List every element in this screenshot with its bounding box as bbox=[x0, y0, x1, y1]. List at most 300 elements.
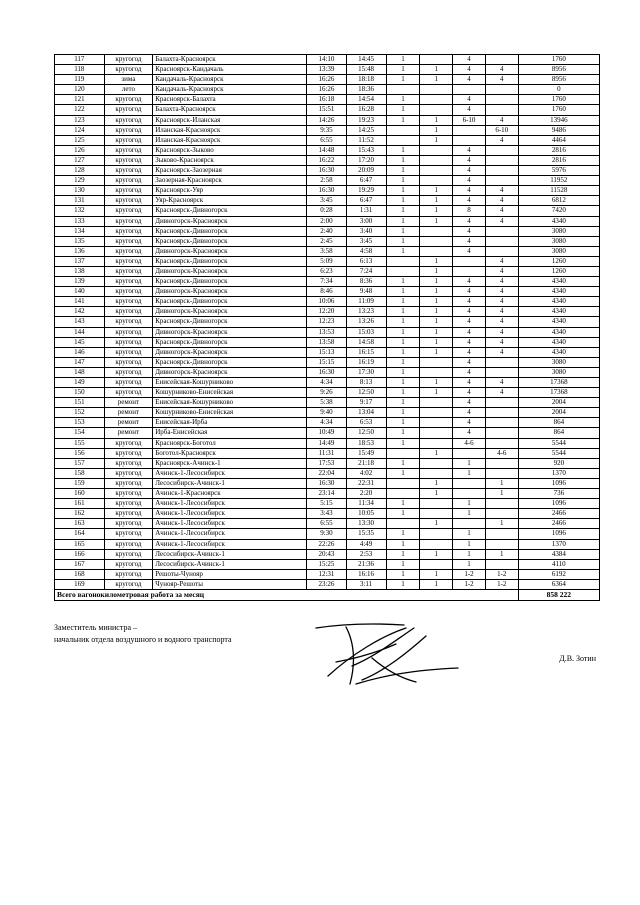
arrival-time-cell: 13:04 bbox=[346, 408, 386, 418]
count-a-cell bbox=[453, 266, 486, 276]
cars-b-cell: 1 bbox=[420, 549, 453, 559]
departure-time-cell: 7:34 bbox=[307, 277, 346, 287]
count-b-cell: 4 bbox=[485, 388, 518, 398]
handwritten-signature bbox=[312, 618, 462, 688]
arrival-time-cell: 16:16 bbox=[346, 569, 386, 579]
route-cell: Красноярск-Балахта bbox=[153, 95, 307, 105]
cars-b-cell: 1 bbox=[420, 337, 453, 347]
car-km-cell: 13946 bbox=[518, 115, 599, 125]
car-km-cell: 4340 bbox=[518, 337, 599, 347]
count-b-cell: 1-2 bbox=[485, 569, 518, 579]
departure-time-cell: 16:26 bbox=[307, 85, 346, 95]
count-a-cell: 4 bbox=[453, 388, 486, 398]
table-row bbox=[55, 549, 600, 559]
route-cell: Красноярск-Кандачаль bbox=[153, 65, 307, 75]
cars-a-cell: 1 bbox=[386, 539, 420, 549]
departure-time-cell: 11:31 bbox=[307, 448, 346, 458]
table-row bbox=[55, 155, 600, 165]
season-cell: кругогод bbox=[104, 559, 153, 569]
count-a-cell: 4 bbox=[453, 65, 486, 75]
cars-a-cell: 1 bbox=[386, 428, 420, 438]
departure-time-cell: 10:06 bbox=[307, 297, 346, 307]
table-row bbox=[55, 196, 600, 206]
table-row bbox=[55, 357, 600, 367]
route-cell: Дивногорск-Красноярск bbox=[153, 347, 307, 357]
count-b-cell: 4 bbox=[485, 186, 518, 196]
car-km-cell: 8956 bbox=[518, 65, 599, 75]
arrival-time-cell: 15:48 bbox=[346, 65, 386, 75]
route-cell: Ачинск-1-Лесосибирск bbox=[153, 468, 307, 478]
row-number-cell: 146 bbox=[55, 347, 105, 357]
season-cell: кругогод bbox=[104, 105, 153, 115]
row-number-cell: 125 bbox=[55, 135, 105, 145]
count-a-cell: 4 bbox=[453, 95, 486, 105]
count-a-cell bbox=[453, 256, 486, 266]
route-cell: Ачинск-1-Лесосибирск bbox=[153, 509, 307, 519]
cars-b-cell bbox=[420, 428, 453, 438]
count-a-cell: 4 bbox=[453, 105, 486, 115]
count-b-cell: 1 bbox=[485, 519, 518, 529]
row-number-cell: 149 bbox=[55, 378, 105, 388]
departure-time-cell: 15:15 bbox=[307, 357, 346, 367]
count-b-cell bbox=[485, 176, 518, 186]
arrival-time-cell: 3:11 bbox=[346, 579, 386, 589]
count-a-cell: 4 bbox=[453, 287, 486, 297]
count-a-cell bbox=[453, 85, 486, 95]
departure-time-cell: 6:55 bbox=[307, 135, 346, 145]
count-a-cell: 4-6 bbox=[453, 438, 486, 448]
arrival-time-cell: 21:36 bbox=[346, 559, 386, 569]
count-b-cell: 4 bbox=[485, 317, 518, 327]
row-number-cell: 140 bbox=[55, 287, 105, 297]
route-cell: Енисейская-Кошурниково bbox=[153, 398, 307, 408]
cars-a-cell bbox=[386, 448, 420, 458]
count-b-cell: 4 bbox=[485, 277, 518, 287]
count-a-cell: 4 bbox=[453, 347, 486, 357]
car-km-cell: 3080 bbox=[518, 357, 599, 367]
row-number-cell: 122 bbox=[55, 105, 105, 115]
row-number-cell: 142 bbox=[55, 307, 105, 317]
car-km-cell: 6812 bbox=[518, 196, 599, 206]
count-a-cell: 4 bbox=[453, 145, 486, 155]
departure-time-cell: 22:26 bbox=[307, 539, 346, 549]
cars-a-cell: 1 bbox=[386, 468, 420, 478]
route-cell: Красноярск-Дивногорск bbox=[153, 297, 307, 307]
arrival-time-cell: 13:30 bbox=[346, 519, 386, 529]
arrival-time-cell: 18:53 bbox=[346, 438, 386, 448]
season-cell: кругогод bbox=[104, 367, 153, 377]
row-number-cell: 163 bbox=[55, 519, 105, 529]
car-km-cell: 4340 bbox=[518, 216, 599, 226]
table-row bbox=[55, 115, 600, 125]
arrival-time-cell: 22:31 bbox=[346, 478, 386, 488]
route-cell: Балахта-Красноярск bbox=[153, 105, 307, 115]
season-cell: кругогод bbox=[104, 256, 153, 266]
count-a-cell: 1 bbox=[453, 458, 486, 468]
row-number-cell: 160 bbox=[55, 489, 105, 499]
cars-a-cell: 1 bbox=[386, 166, 420, 176]
car-km-cell: 5544 bbox=[518, 448, 599, 458]
route-cell: Ачинск-1-Лесосибирск bbox=[153, 529, 307, 539]
count-a-cell: 4 bbox=[453, 317, 486, 327]
departure-time-cell: 15:51 bbox=[307, 105, 346, 115]
table-row bbox=[55, 186, 600, 196]
cars-b-cell: 1 bbox=[420, 277, 453, 287]
count-a-cell: 1-2 bbox=[453, 569, 486, 579]
cars-a-cell bbox=[386, 266, 420, 276]
cars-a-cell: 1 bbox=[386, 226, 420, 236]
arrival-time-cell: 2:20 bbox=[346, 489, 386, 499]
cars-a-cell bbox=[386, 256, 420, 266]
route-cell: Боготол-Красноярск bbox=[153, 448, 307, 458]
season-cell: кругогод bbox=[104, 55, 153, 65]
car-km-cell: 736 bbox=[518, 489, 599, 499]
row-number-cell: 132 bbox=[55, 206, 105, 216]
count-b-cell: 1-2 bbox=[485, 579, 518, 589]
table-row bbox=[55, 226, 600, 236]
arrival-time-cell: 2:53 bbox=[346, 549, 386, 559]
cars-b-cell: 1 bbox=[420, 266, 453, 276]
arrival-time-cell: 18:18 bbox=[346, 75, 386, 85]
count-b-cell bbox=[485, 55, 518, 65]
cars-b-cell: 1 bbox=[420, 347, 453, 357]
count-b-cell: 4 bbox=[485, 256, 518, 266]
count-a-cell: 4 bbox=[453, 408, 486, 418]
row-number-cell: 118 bbox=[55, 65, 105, 75]
arrival-time-cell: 16:19 bbox=[346, 357, 386, 367]
route-cell: Лесосибирск-Ачинск-1 bbox=[153, 549, 307, 559]
arrival-time-cell: 7:24 bbox=[346, 266, 386, 276]
car-km-cell: 1260 bbox=[518, 256, 599, 266]
row-number-cell: 133 bbox=[55, 216, 105, 226]
season-cell: кругогод bbox=[104, 478, 153, 488]
count-b-cell: 4 bbox=[485, 115, 518, 125]
count-a-cell: 4 bbox=[453, 55, 486, 65]
row-number-cell: 154 bbox=[55, 428, 105, 438]
season-cell: кругогод bbox=[104, 186, 153, 196]
cars-b-cell: 1 bbox=[420, 388, 453, 398]
arrival-time-cell: 11:52 bbox=[346, 135, 386, 145]
count-b-cell bbox=[485, 246, 518, 256]
route-cell: Зыково-Красноярск bbox=[153, 155, 307, 165]
row-number-cell: 127 bbox=[55, 155, 105, 165]
departure-time-cell: 2:40 bbox=[307, 226, 346, 236]
cars-b-cell bbox=[420, 398, 453, 408]
cars-b-cell bbox=[420, 499, 453, 509]
season-cell: кругогод bbox=[104, 236, 153, 246]
count-a-cell: 4 bbox=[453, 236, 486, 246]
table-row bbox=[55, 499, 600, 509]
car-km-cell: 3080 bbox=[518, 226, 599, 236]
route-cell: Красноярск-Дивногорск bbox=[153, 256, 307, 266]
cars-b-cell bbox=[420, 155, 453, 165]
season-cell: кругогод bbox=[104, 115, 153, 125]
season-cell: зима bbox=[104, 75, 153, 85]
arrival-time-cell: 8:13 bbox=[346, 378, 386, 388]
count-b-cell bbox=[485, 428, 518, 438]
schedule-table bbox=[54, 54, 600, 601]
count-a-cell: 1 bbox=[453, 499, 486, 509]
table-row bbox=[55, 105, 600, 115]
row-number-cell: 143 bbox=[55, 317, 105, 327]
cars-b-cell bbox=[420, 367, 453, 377]
arrival-time-cell: 12:50 bbox=[346, 428, 386, 438]
season-cell: лето bbox=[104, 85, 153, 95]
cars-b-cell: 1 bbox=[420, 125, 453, 135]
cars-b-cell: 1 bbox=[420, 519, 453, 529]
count-b-cell bbox=[485, 398, 518, 408]
cars-a-cell: 1 bbox=[386, 277, 420, 287]
cars-b-cell: 1 bbox=[420, 489, 453, 499]
departure-time-cell: 6:55 bbox=[307, 519, 346, 529]
arrival-time-cell: 1:31 bbox=[346, 206, 386, 216]
cars-a-cell: 1 bbox=[386, 569, 420, 579]
route-cell: Балахта-Красноярск bbox=[153, 55, 307, 65]
cars-a-cell: 1 bbox=[386, 509, 420, 519]
table-row bbox=[55, 509, 600, 519]
route-cell: Ачинск-1-Лесосибирск bbox=[153, 539, 307, 549]
cars-a-cell: 1 bbox=[386, 186, 420, 196]
cars-b-cell bbox=[420, 529, 453, 539]
row-number-cell: 155 bbox=[55, 438, 105, 448]
route-cell: Красноярск-Заозерная bbox=[153, 166, 307, 176]
count-a-cell: 4 bbox=[453, 297, 486, 307]
departure-time-cell: 9:30 bbox=[307, 529, 346, 539]
count-a-cell bbox=[453, 519, 486, 529]
departure-time-cell: 5:38 bbox=[307, 398, 346, 408]
count-a-cell: 8 bbox=[453, 206, 486, 216]
season-cell: кругогод bbox=[104, 448, 153, 458]
table-row bbox=[55, 579, 600, 589]
car-km-cell: 0 bbox=[518, 85, 599, 95]
count-a-cell bbox=[453, 489, 486, 499]
count-a-cell: 4 bbox=[453, 186, 486, 196]
table-row bbox=[55, 378, 600, 388]
season-cell: кругогод bbox=[104, 277, 153, 287]
table-row bbox=[55, 529, 600, 539]
car-km-cell: 3080 bbox=[518, 367, 599, 377]
car-km-cell: 2004 bbox=[518, 398, 599, 408]
cars-a-cell: 1 bbox=[386, 246, 420, 256]
cars-a-cell: 1 bbox=[386, 176, 420, 186]
car-km-cell: 1260 bbox=[518, 266, 599, 276]
route-cell: Кошурниково-Енисейская bbox=[153, 408, 307, 418]
departure-time-cell: 12:20 bbox=[307, 307, 346, 317]
cars-b-cell: 1 bbox=[420, 135, 453, 145]
departure-time-cell: 16:30 bbox=[307, 166, 346, 176]
season-cell: ремонт bbox=[104, 408, 153, 418]
season-cell: кругогод bbox=[104, 95, 153, 105]
arrival-time-cell: 4:49 bbox=[346, 539, 386, 549]
count-b-cell bbox=[485, 236, 518, 246]
route-cell: Ачинск-1-Лесосибирск bbox=[153, 499, 307, 509]
season-cell: ремонт bbox=[104, 428, 153, 438]
table-row bbox=[55, 246, 600, 256]
car-km-cell: 5544 bbox=[518, 438, 599, 448]
row-number-cell: 139 bbox=[55, 277, 105, 287]
count-a-cell: 4 bbox=[453, 398, 486, 408]
count-a-cell: 4 bbox=[453, 307, 486, 317]
table-row bbox=[55, 559, 600, 569]
signature-block bbox=[54, 620, 600, 690]
departure-time-cell: 16:30 bbox=[307, 186, 346, 196]
cars-a-cell: 1 bbox=[386, 196, 420, 206]
table-row bbox=[55, 398, 600, 408]
count-a-cell: 4 bbox=[453, 75, 486, 85]
season-cell: кругогод bbox=[104, 226, 153, 236]
arrival-time-cell: 6:13 bbox=[346, 256, 386, 266]
car-km-cell: 4464 bbox=[518, 135, 599, 145]
total-value: 858 222 bbox=[518, 589, 599, 600]
departure-time-cell: 4:34 bbox=[307, 378, 346, 388]
count-b-cell bbox=[485, 559, 518, 569]
count-a-cell: 4 bbox=[453, 216, 486, 226]
cars-b-cell: 1 bbox=[420, 216, 453, 226]
row-number-cell: 147 bbox=[55, 357, 105, 367]
departure-time-cell: 13:53 bbox=[307, 327, 346, 337]
car-km-cell: 11952 bbox=[518, 176, 599, 186]
arrival-time-cell: 10:05 bbox=[346, 509, 386, 519]
table-row bbox=[55, 297, 600, 307]
cars-b-cell: 1 bbox=[420, 196, 453, 206]
count-a-cell: 4 bbox=[453, 357, 486, 367]
table-row bbox=[55, 539, 600, 549]
season-cell: кругогод bbox=[104, 246, 153, 256]
cars-b-cell bbox=[420, 408, 453, 418]
row-number-cell: 121 bbox=[55, 95, 105, 105]
row-number-cell: 126 bbox=[55, 145, 105, 155]
car-km-cell: 6192 bbox=[518, 569, 599, 579]
count-a-cell: 4 bbox=[453, 246, 486, 256]
count-a-cell: 4 bbox=[453, 367, 486, 377]
arrival-time-cell: 12:50 bbox=[346, 388, 386, 398]
season-cell: кругогод bbox=[104, 357, 153, 367]
cars-a-cell bbox=[386, 85, 420, 95]
departure-time-cell: 15:25 bbox=[307, 559, 346, 569]
car-km-cell: 4110 bbox=[518, 559, 599, 569]
table-row bbox=[55, 388, 600, 398]
count-b-cell bbox=[485, 367, 518, 377]
cars-a-cell: 1 bbox=[386, 398, 420, 408]
count-b-cell: 4 bbox=[485, 347, 518, 357]
car-km-cell: 2816 bbox=[518, 155, 599, 165]
cars-a-cell: 1 bbox=[386, 337, 420, 347]
route-cell: Чунояр-Решоты bbox=[153, 579, 307, 589]
season-cell: кругогод bbox=[104, 347, 153, 357]
departure-time-cell: 14:48 bbox=[307, 145, 346, 155]
count-b-cell: 4 bbox=[485, 196, 518, 206]
table-row bbox=[55, 428, 600, 438]
departure-time-cell: 9:26 bbox=[307, 388, 346, 398]
cars-a-cell: 1 bbox=[386, 438, 420, 448]
route-cell: Дивногорск-Красноярск bbox=[153, 367, 307, 377]
count-b-cell: 4 bbox=[485, 337, 518, 347]
cars-a-cell: 1 bbox=[386, 388, 420, 398]
cars-a-cell: 1 bbox=[386, 418, 420, 428]
season-cell: кругогод bbox=[104, 327, 153, 337]
table-row bbox=[55, 206, 600, 216]
count-b-cell: 4 bbox=[485, 266, 518, 276]
count-a-cell: 1 bbox=[453, 468, 486, 478]
season-cell: кругогод bbox=[104, 176, 153, 186]
arrival-time-cell: 3:00 bbox=[346, 216, 386, 226]
car-km-cell: 2466 bbox=[518, 509, 599, 519]
count-a-cell: 6-10 bbox=[453, 115, 486, 125]
car-km-cell: 1096 bbox=[518, 529, 599, 539]
car-km-cell: 1096 bbox=[518, 478, 599, 488]
arrival-time-cell: 14:54 bbox=[346, 95, 386, 105]
row-number-cell: 120 bbox=[55, 85, 105, 95]
cars-a-cell: 1 bbox=[386, 529, 420, 539]
row-number-cell: 129 bbox=[55, 176, 105, 186]
row-number-cell: 131 bbox=[55, 196, 105, 206]
arrival-time-cell: 17:30 bbox=[346, 367, 386, 377]
departure-time-cell: 15:13 bbox=[307, 347, 346, 357]
car-km-cell: 2466 bbox=[518, 519, 599, 529]
table-row bbox=[55, 489, 600, 499]
departure-time-cell: 2:45 bbox=[307, 236, 346, 246]
cars-a-cell bbox=[386, 135, 420, 145]
season-cell: кругогод bbox=[104, 569, 153, 579]
table-row bbox=[55, 438, 600, 448]
cars-b-cell bbox=[420, 357, 453, 367]
cars-b-cell: 1 bbox=[420, 569, 453, 579]
arrival-time-cell: 6:47 bbox=[346, 176, 386, 186]
row-number-cell: 141 bbox=[55, 297, 105, 307]
arrival-time-cell: 9:17 bbox=[346, 398, 386, 408]
season-cell: кругогод bbox=[104, 317, 153, 327]
cars-b-cell: 1 bbox=[420, 206, 453, 216]
departure-time-cell: 14:10 bbox=[307, 55, 346, 65]
count-b-cell bbox=[485, 226, 518, 236]
row-number-cell: 130 bbox=[55, 186, 105, 196]
cars-a-cell: 1 bbox=[386, 579, 420, 589]
row-number-cell: 153 bbox=[55, 418, 105, 428]
season-cell: ремонт bbox=[104, 418, 153, 428]
table-row bbox=[55, 277, 600, 287]
row-number-cell: 134 bbox=[55, 226, 105, 236]
count-a-cell: 4 bbox=[453, 378, 486, 388]
car-km-cell: 864 bbox=[518, 428, 599, 438]
row-number-cell: 148 bbox=[55, 367, 105, 377]
cars-b-cell bbox=[420, 55, 453, 65]
count-a-cell: 4 bbox=[453, 196, 486, 206]
count-b-cell bbox=[485, 539, 518, 549]
arrival-time-cell: 14:58 bbox=[346, 337, 386, 347]
car-km-cell: 4340 bbox=[518, 347, 599, 357]
cars-b-cell: 1 bbox=[420, 115, 453, 125]
row-number-cell: 164 bbox=[55, 529, 105, 539]
cars-b-cell bbox=[420, 85, 453, 95]
arrival-time-cell: 13:26 bbox=[346, 317, 386, 327]
cars-b-cell bbox=[420, 105, 453, 115]
count-b-cell: 4 bbox=[485, 327, 518, 337]
arrival-time-cell: 15:35 bbox=[346, 529, 386, 539]
cars-b-cell: 1 bbox=[420, 478, 453, 488]
count-b-cell: 4 bbox=[485, 378, 518, 388]
cars-a-cell bbox=[386, 478, 420, 488]
season-cell: кругогод bbox=[104, 145, 153, 155]
table-row bbox=[55, 216, 600, 226]
cars-a-cell: 1 bbox=[386, 307, 420, 317]
row-number-cell: 150 bbox=[55, 388, 105, 398]
cars-b-cell bbox=[420, 559, 453, 569]
arrival-time-cell: 6:53 bbox=[346, 418, 386, 428]
season-cell: кругогод bbox=[104, 135, 153, 145]
season-cell: кругогод bbox=[104, 337, 153, 347]
signatory-title bbox=[54, 622, 232, 646]
row-number-cell: 124 bbox=[55, 125, 105, 135]
